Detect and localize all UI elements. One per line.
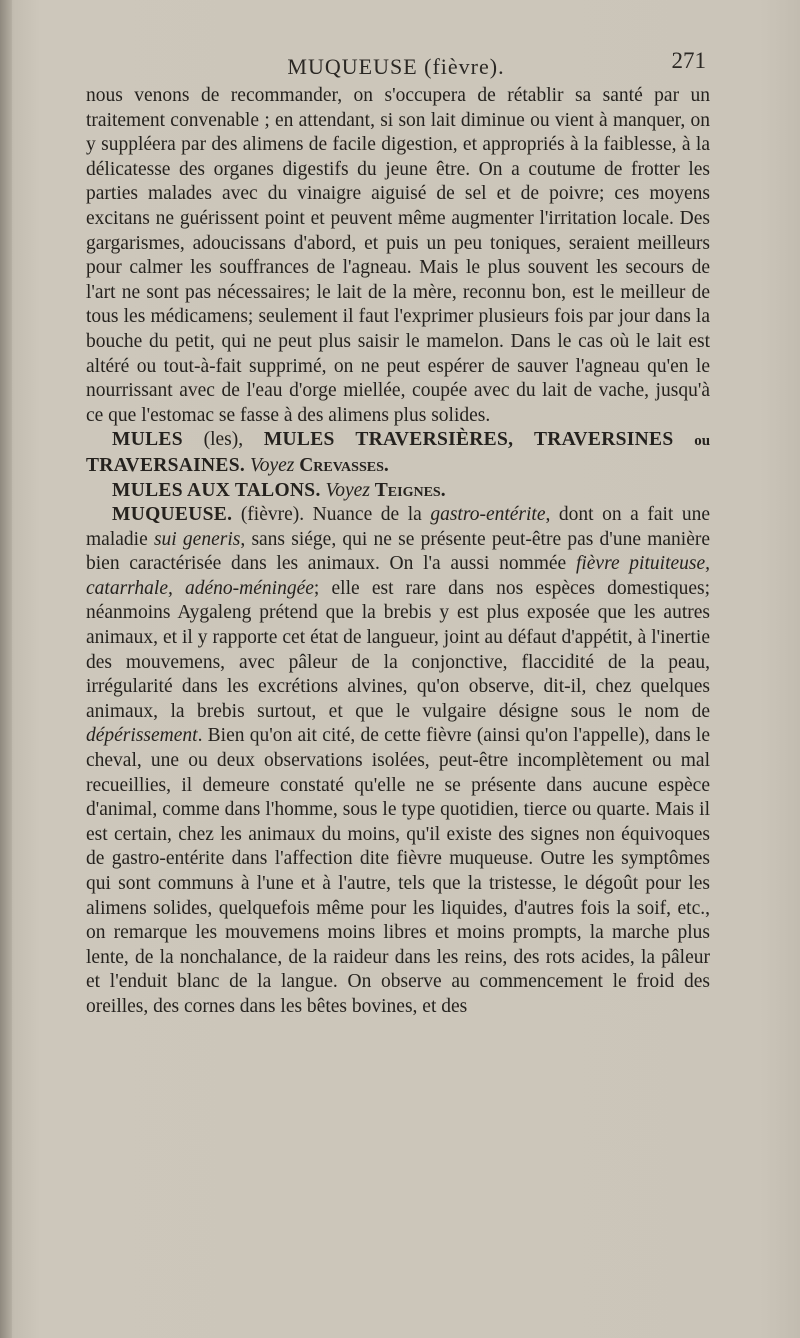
voyez-label: Voyez bbox=[249, 454, 295, 476]
entry-text: ; elle est rare dans nos espèces domestiques; néanmoins Aygaleng prétend que la brebis y est plus exposée que les autres animaux, et il y rapporte cet état de langueur, joint au défaut d'appétit, à l'inertie des mouvemens, avec pâleur de la conjonctive, flaccidité de la peau, irrégularité dans les excrétions alvines, qu'on observe, dit-il, chez quelques animaux, la brebis surtout, et que le vulgaire désigne sous le nom de bbox=[86, 577, 711, 722]
entry-text: . Bien qu'on ait cité, de cette fièvre (ainsi qu'on l'appelle), dans le cheval, une ou deux observations isolées, peut-être incomplètement ou mal recueillies, il demeure constaté qu'elle ne se présente dans aucune espèce d'animal, comme dans l'homme, sous le type quotidien, tierce ou quarte. Mais il est certain, chez les animaux du moins, qu'il existe des signes non équivoques de gastro-entérite dans l'affection dite fièvre muqueuse. Outre les symptômes qui sont communs à l'une et à l'autre, tels que la tristesse, le dégoût pour les alimens solides, quelquefois même pour les liquides, d'autres fois la soif, etc., on remarque les mouvemens moins libres et moins prompts, la marche plus lente, de la nonchalance, de la raideur dans les reins, des rots acides, la pâleur et l'enduit blanc de la langue. On observe au commencement le froid des oreilles, des cornes dans les bêtes bovines, et des bbox=[86, 725, 710, 1017]
running-head: MUQUEUSE (fièvre). bbox=[287, 54, 505, 79]
page-number: 271 bbox=[671, 48, 706, 73]
entry-text: , sans siége, qui ne se présente peut-être pas d'une manière bien caractérisée dans les animaux. On l'a aussi nommée bbox=[86, 528, 710, 575]
headword-mules-aux-talons: MULES AUX TALONS. bbox=[112, 479, 321, 501]
italic-term: gastro-entérite bbox=[430, 504, 546, 526]
headword-muqueuse: MUQUEUSE. bbox=[112, 504, 233, 526]
body-text bbox=[86, 84, 710, 1020]
cross-reference-teignes: Teignes. bbox=[374, 479, 446, 501]
headword-mules-traversieres: MULES TRAVERSIÈRES, TRAVERSINES bbox=[263, 429, 674, 451]
entry-muqueuse bbox=[86, 503, 710, 1019]
continuation-paragraph: nous venons de recommander, on s'occupera de rétablir sa santé par un traitement convenable ; en attendant, si son lait diminue ou vient à manquer, on y suppléera par des alimens de facile digestion, et appropriés à la faiblesse, à la délicatesse des organes digestifs du jeune être. On a coutume de frotter les parties malades avec du vinaigre aiguisé de sel et de poivre; ces moyens excitans ne guérissent point et peuvent même augmenter l'irritation locale. Des gargarismes, adoucissans d'abord, et puis un peu toniques, seraient meilleurs pour calmer les souffrances de l'agneau. Mais le plus souvent les secours de l'art ne sont pas nécessaires; le lait de la mère, reconnu bon, est le meilleur de tous les médicamens; seulement il faut l'exprimer plusieurs fois par jour dans la bouche du petit, qui ne peut plus saisir le mamelon. Dans le cas où le lait est altéré ou tout-à-fait supprimé, on ne peut espérer de sauver l'agneau qu'en le nourrissant avec de l'eau d'orge miellée, coupée avec du lait de vache, jusqu'à ce que l'estomac se fasse à des alimens plus solides. bbox=[86, 85, 710, 426]
italic-term: sui generis bbox=[153, 528, 241, 550]
page-gutter-shadow bbox=[0, 0, 12, 1338]
entry-mules bbox=[86, 428, 710, 478]
entry-text: (fièvre). Nuance de la bbox=[240, 504, 422, 526]
conjunction-ou: ou bbox=[694, 433, 711, 450]
headword-mules: MULES bbox=[112, 429, 183, 451]
page-header bbox=[86, 48, 706, 82]
voyez-label: Voyez bbox=[325, 479, 370, 501]
cross-reference-crevasses: Crevasses. bbox=[299, 454, 389, 476]
italic-term: fièvre pituiteuse, catarrhale, adéno-méningée bbox=[86, 553, 711, 599]
entry-mules-aux-talons bbox=[86, 479, 710, 504]
italic-term: dépérissement bbox=[86, 725, 198, 747]
headword-traversaines: TRAVERSAINES. bbox=[86, 454, 246, 476]
entry-text: , dont on a fait une maladie bbox=[86, 504, 711, 550]
headword-mules-les: (les), bbox=[203, 429, 244, 451]
